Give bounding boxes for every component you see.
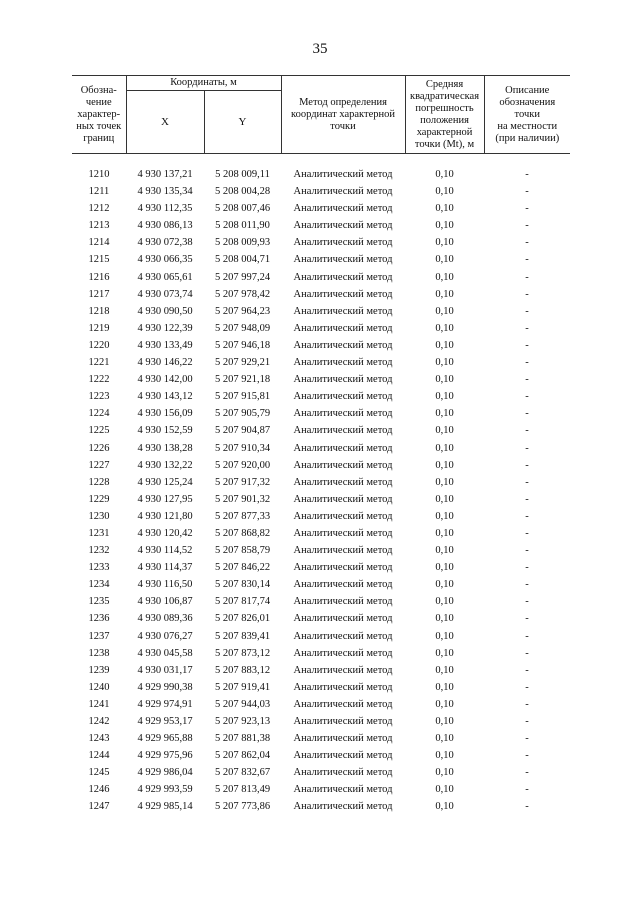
accuracy-cell: 0,10	[435, 186, 454, 198]
method-cell: Аналитический метод	[293, 801, 393, 813]
accuracy-cell: 0,10	[435, 305, 454, 317]
header-method: Метод определения координат характерной точки	[281, 76, 405, 154]
description-cell: -	[525, 459, 529, 471]
accuracy-cell: 0,10	[435, 716, 454, 727]
coord-x-cell: 4 930 112,35	[137, 203, 193, 215]
description-cell: -	[525, 169, 529, 180]
coord-x-cell: 4 930 143,12	[137, 391, 193, 403]
table-row	[72, 610, 570, 627]
method-cell: Аналитический метод	[293, 339, 393, 351]
accuracy-cell: 0,10	[435, 527, 454, 539]
description-cell: -	[525, 698, 529, 710]
method-cell: Аналитический метод	[293, 305, 393, 317]
accuracy-cell: 0,10	[435, 596, 454, 608]
method-cell: Аналитический метод	[293, 288, 393, 300]
table-row	[72, 234, 570, 251]
description-cell: -	[525, 630, 529, 642]
point-id-cell: 1230	[88, 510, 110, 522]
method-cell: Аналитический метод	[293, 425, 393, 437]
coord-y-cell: 5 207 905,79	[214, 408, 271, 420]
table-row	[72, 662, 570, 679]
method-cell: Аналитический метод	[293, 271, 393, 283]
coord-y-cell: 5 207 868,82	[214, 527, 271, 539]
description-cell: -	[525, 288, 529, 300]
description-cell: -	[525, 510, 529, 522]
method-cell: Аналитический метод	[293, 322, 393, 334]
point-id-cell: 1237	[88, 630, 110, 642]
point-id-cell: 1210	[88, 169, 110, 180]
table-row	[72, 320, 570, 337]
coord-x-cell: 4 930 122,39	[137, 322, 193, 334]
point-id-cell: 1247	[88, 801, 110, 813]
coord-y-cell: 5 207 923,13	[214, 716, 271, 727]
point-id-cell: 1239	[88, 664, 110, 676]
accuracy-cell: 0,10	[435, 767, 454, 779]
method-cell: Аналитический метод	[293, 630, 393, 642]
description-cell: -	[525, 716, 529, 727]
accuracy-cell: 0,10	[435, 322, 454, 334]
description-cell: -	[525, 613, 529, 625]
accuracy-cell: 0,10	[435, 801, 454, 813]
page-number: 35	[312, 41, 328, 57]
accuracy-cell: 0,10	[435, 408, 454, 420]
description-cell: -	[525, 784, 529, 796]
method-cell: Аналитический метод	[293, 562, 393, 574]
method-cell: Аналитический метод	[293, 357, 393, 369]
header-point-designation: Обозна- чение характер- ных точек границ	[72, 76, 126, 154]
coord-y-cell: 5 207 901,32	[214, 493, 271, 505]
coord-y-cell: 5 207 862,04	[214, 750, 271, 762]
description-cell: -	[525, 203, 529, 215]
coord-y-cell: 5 207 883,12	[214, 664, 271, 676]
table-row	[72, 405, 570, 422]
method-cell: Аналитический метод	[293, 169, 393, 180]
accuracy-cell: 0,10	[435, 750, 454, 762]
table-row	[72, 354, 570, 371]
method-cell: Аналитический метод	[293, 716, 393, 727]
coord-x-cell: 4 929 974,91	[137, 698, 193, 710]
table-row	[72, 559, 570, 576]
coord-y-cell: 5 207 813,49	[214, 784, 271, 796]
accuracy-cell: 0,10	[435, 203, 454, 215]
description-cell: -	[525, 374, 529, 386]
coord-x-cell: 4 930 146,22	[137, 357, 193, 369]
point-id-cell: 1225	[88, 425, 110, 437]
coord-y-cell: 5 207 917,32	[214, 476, 271, 488]
accuracy-cell: 0,10	[435, 510, 454, 522]
method-cell: Аналитический метод	[293, 254, 393, 266]
accuracy-cell: 0,10	[435, 545, 454, 557]
coord-x-cell: 4 930 137,21	[137, 169, 193, 180]
table-row	[72, 730, 570, 747]
table-row	[72, 542, 570, 559]
method-cell: Аналитический метод	[293, 476, 393, 488]
description-cell: -	[525, 545, 529, 557]
table-row	[72, 183, 570, 200]
accuracy-cell: 0,10	[435, 254, 454, 266]
description-cell: -	[525, 801, 529, 813]
table-header	[72, 75, 570, 154]
method-cell: Аналитический метод	[293, 579, 393, 591]
table-row	[72, 269, 570, 286]
table-row	[72, 251, 570, 268]
coord-y-cell: 5 207 948,09	[214, 322, 271, 334]
description-cell: -	[525, 527, 529, 539]
description-cell: -	[525, 408, 529, 420]
description-cell: -	[525, 647, 529, 659]
table-row	[72, 645, 570, 662]
method-cell: Аналитический метод	[293, 681, 393, 693]
point-id-cell: 1211	[88, 186, 110, 198]
method-cell: Аналитический метод	[293, 647, 393, 659]
table-row	[72, 508, 570, 525]
coord-y-cell: 5 207 877,33	[214, 510, 271, 522]
method-cell: Аналитический метод	[293, 664, 393, 676]
point-id-cell: 1224	[88, 408, 110, 420]
table-row	[72, 593, 570, 610]
description-cell: -	[525, 733, 529, 745]
accuracy-cell: 0,10	[435, 169, 454, 180]
coord-x-cell: 4 929 990,38	[137, 681, 193, 693]
point-id-cell: 1242	[88, 716, 110, 727]
accuracy-cell: 0,10	[435, 562, 454, 574]
point-id-cell: 1223	[88, 391, 110, 403]
method-cell: Аналитический метод	[293, 698, 393, 710]
description-cell: -	[525, 562, 529, 574]
table-row	[72, 371, 570, 388]
point-id-cell: 1235	[88, 596, 110, 608]
accuracy-cell: 0,10	[435, 476, 454, 488]
method-cell: Аналитический метод	[293, 186, 393, 198]
header-y: Y	[204, 91, 281, 154]
accuracy-cell: 0,10	[435, 784, 454, 796]
point-id-cell: 1240	[88, 681, 110, 693]
method-cell: Аналитический метод	[293, 408, 393, 420]
coord-x-cell: 4 929 985,14	[137, 801, 193, 813]
coord-x-cell: 4 930 114,37	[137, 562, 193, 574]
coord-y-cell: 5 207 858,79	[214, 545, 271, 557]
table-row	[72, 525, 570, 542]
accuracy-cell: 0,10	[435, 630, 454, 642]
coord-x-cell: 4 930 072,38	[137, 237, 193, 249]
coord-x-cell: 4 929 993,59	[137, 784, 193, 796]
method-cell: Аналитический метод	[293, 442, 393, 454]
table-row	[72, 337, 570, 354]
method-cell: Аналитический метод	[293, 784, 393, 796]
coord-y-cell: 5 207 944,03	[214, 698, 271, 710]
table-row	[72, 747, 570, 764]
description-cell: -	[525, 237, 529, 249]
coord-y-cell: 5 207 839,41	[214, 630, 271, 642]
table-row	[72, 303, 570, 320]
accuracy-cell: 0,10	[435, 391, 454, 403]
coord-y-cell: 5 207 915,81	[214, 391, 271, 403]
coord-x-cell: 4 930 125,24	[137, 476, 193, 488]
point-id-cell: 1215	[88, 254, 110, 266]
accuracy-cell: 0,10	[435, 664, 454, 676]
method-cell: Аналитический метод	[293, 459, 393, 471]
description-cell: -	[525, 357, 529, 369]
table-row	[72, 679, 570, 696]
method-cell: Аналитический метод	[293, 493, 393, 505]
description-cell: -	[525, 322, 529, 334]
point-id-cell: 1218	[88, 305, 110, 317]
coord-y-cell: 5 207 964,23	[214, 305, 271, 317]
coord-y-cell: 5 207 832,67	[214, 767, 271, 779]
description-cell: -	[525, 476, 529, 488]
accuracy-cell: 0,10	[435, 698, 454, 710]
description-cell: -	[525, 254, 529, 266]
coord-x-cell: 4 929 965,88	[137, 733, 193, 745]
coord-x-cell: 4 930 135,34	[137, 186, 193, 198]
accuracy-cell: 0,10	[435, 442, 454, 454]
point-id-cell: 1246	[88, 784, 110, 796]
point-id-cell: 1232	[88, 545, 110, 557]
accuracy-cell: 0,10	[435, 579, 454, 591]
coord-x-cell: 4 930 138,28	[137, 442, 193, 454]
point-id-cell: 1219	[88, 322, 110, 334]
coord-y-cell: 5 207 978,42	[214, 288, 271, 300]
table-row	[72, 798, 570, 815]
coord-y-cell: 5 207 873,12	[214, 647, 271, 659]
point-id-cell: 1212	[88, 203, 110, 215]
table-body	[72, 166, 570, 816]
coord-x-cell: 4 930 045,58	[137, 647, 193, 659]
coord-y-cell: 5 208 011,90	[215, 220, 270, 232]
header-description: Описание обозначения точки на местности (при наличии)	[484, 76, 570, 154]
method-cell: Аналитический метод	[293, 237, 393, 249]
description-cell: -	[525, 767, 529, 779]
coord-y-cell: 5 207 910,34	[214, 442, 271, 454]
point-id-cell: 1243	[88, 733, 110, 745]
table-row	[72, 200, 570, 217]
point-id-cell: 1214	[88, 237, 110, 249]
coord-x-cell: 4 930 076,27	[137, 630, 193, 642]
coord-x-cell: 4 930 121,80	[137, 510, 193, 522]
point-id-cell: 1217	[88, 288, 110, 300]
method-cell: Аналитический метод	[293, 203, 393, 215]
coord-y-cell: 5 207 920,00	[214, 459, 271, 471]
accuracy-cell: 0,10	[435, 681, 454, 693]
point-id-cell: 1213	[88, 220, 110, 232]
header-accuracy: Средняя квадратическая погрешность положения характерной точки (Mt), м	[405, 76, 484, 154]
coord-x-cell: 4 930 031,17	[137, 664, 193, 676]
accuracy-cell: 0,10	[435, 271, 454, 283]
point-id-cell: 1227	[88, 459, 110, 471]
table-row	[72, 474, 570, 491]
point-id-cell: 1229	[88, 493, 110, 505]
coord-y-cell: 5 208 009,11	[215, 169, 270, 180]
point-id-cell: 1220	[88, 339, 110, 351]
description-cell: -	[525, 442, 529, 454]
method-cell: Аналитический метод	[293, 510, 393, 522]
coord-x-cell: 4 930 090,50	[137, 305, 193, 317]
method-cell: Аналитический метод	[293, 596, 393, 608]
point-id-cell: 1221	[88, 357, 110, 369]
table-row	[72, 628, 570, 645]
accuracy-cell: 0,10	[435, 733, 454, 745]
point-id-cell: 1222	[88, 374, 110, 386]
table-row	[72, 576, 570, 593]
coord-x-cell: 4 930 127,95	[137, 493, 193, 505]
coord-x-cell: 4 930 120,42	[137, 527, 193, 539]
accuracy-cell: 0,10	[435, 493, 454, 505]
coord-y-cell: 5 207 921,18	[214, 374, 271, 386]
coord-x-cell: 4 930 089,36	[137, 613, 193, 625]
accuracy-cell: 0,10	[435, 613, 454, 625]
table-row	[72, 217, 570, 234]
coord-x-cell: 4 930 086,13	[137, 220, 193, 232]
coord-x-cell: 4 930 116,50	[137, 579, 193, 591]
point-id-cell: 1233	[88, 562, 110, 574]
coord-x-cell: 4 930 132,22	[137, 459, 193, 471]
coord-x-cell: 4 929 975,96	[137, 750, 193, 762]
table-row	[72, 457, 570, 474]
description-cell: -	[525, 681, 529, 693]
table-row	[72, 781, 570, 798]
description-cell: -	[525, 271, 529, 283]
coord-y-cell: 5 207 881,38	[214, 733, 271, 745]
description-cell: -	[525, 186, 529, 198]
accuracy-cell: 0,10	[435, 220, 454, 232]
description-cell: -	[525, 596, 529, 608]
coord-y-cell: 5 207 826,01	[214, 613, 271, 625]
point-id-cell: 1226	[88, 442, 110, 454]
coord-y-cell: 5 208 004,71	[214, 254, 271, 266]
description-cell: -	[525, 425, 529, 437]
point-id-cell: 1228	[88, 476, 110, 488]
accuracy-cell: 0,10	[435, 459, 454, 471]
coord-y-cell: 5 208 004,28	[214, 186, 271, 198]
coord-x-cell: 4 929 986,04	[137, 767, 193, 779]
coord-x-cell: 4 930 106,87	[137, 596, 193, 608]
accuracy-cell: 0,10	[435, 357, 454, 369]
description-cell: -	[525, 579, 529, 591]
description-cell: -	[525, 305, 529, 317]
method-cell: Аналитический метод	[293, 220, 393, 232]
point-id-cell: 1245	[88, 767, 110, 779]
coord-y-cell: 5 207 929,21	[214, 357, 271, 369]
coord-x-cell: 4 930 133,49	[137, 339, 193, 351]
coord-y-cell: 5 208 007,46	[214, 203, 271, 215]
method-cell: Аналитический метод	[293, 733, 393, 745]
point-id-cell: 1234	[88, 579, 110, 591]
description-cell: -	[525, 664, 529, 676]
table-row	[72, 491, 570, 508]
header-x: X	[126, 91, 204, 154]
method-cell: Аналитический метод	[293, 374, 393, 386]
method-cell: Аналитический метод	[293, 750, 393, 762]
header-coordinates: Координаты, м	[126, 76, 281, 91]
coord-y-cell: 5 207 830,14	[214, 579, 271, 591]
coord-y-cell: 5 207 904,87	[214, 425, 271, 437]
table-row	[72, 422, 570, 439]
description-cell: -	[525, 391, 529, 403]
coord-x-cell: 4 930 066,35	[137, 254, 193, 266]
point-id-cell: 1244	[88, 750, 110, 762]
coord-x-cell: 4 930 156,09	[137, 408, 193, 420]
description-cell: -	[525, 339, 529, 351]
coord-x-cell: 4 930 114,52	[137, 545, 193, 557]
method-cell: Аналитический метод	[293, 527, 393, 539]
description-cell: -	[525, 750, 529, 762]
accuracy-cell: 0,10	[435, 425, 454, 437]
coord-x-cell: 4 930 152,59	[137, 425, 193, 437]
table-row	[72, 388, 570, 405]
coord-y-cell: 5 207 997,24	[214, 271, 271, 283]
coord-y-cell: 5 207 919,41	[214, 681, 271, 693]
method-cell: Аналитический метод	[293, 391, 393, 403]
accuracy-cell: 0,10	[435, 647, 454, 659]
coord-y-cell: 5 207 773,86	[214, 801, 271, 813]
coord-y-cell: 5 208 009,93	[214, 237, 271, 249]
table-row	[72, 713, 570, 730]
table-row	[72, 166, 570, 183]
description-cell: -	[525, 493, 529, 505]
point-id-cell: 1231	[88, 527, 110, 539]
point-id-cell: 1238	[88, 647, 110, 659]
coord-y-cell: 5 207 846,22	[214, 562, 271, 574]
coord-x-cell: 4 930 073,74	[137, 288, 193, 300]
method-cell: Аналитический метод	[293, 767, 393, 779]
point-id-cell: 1241	[88, 698, 110, 710]
table-row	[72, 440, 570, 457]
coord-y-cell: 5 207 946,18	[214, 339, 271, 351]
coord-x-cell: 4 930 065,61	[137, 271, 193, 283]
accuracy-cell: 0,10	[435, 288, 454, 300]
description-cell: -	[525, 220, 529, 232]
table-row	[72, 696, 570, 713]
coord-y-cell: 5 207 817,74	[214, 596, 271, 608]
coord-x-cell: 4 930 142,00	[137, 374, 193, 386]
method-cell: Аналитический метод	[293, 545, 393, 557]
coord-x-cell: 4 929 953,17	[137, 716, 193, 727]
accuracy-cell: 0,10	[435, 339, 454, 351]
table-row	[72, 286, 570, 303]
accuracy-cell: 0,10	[435, 374, 454, 386]
point-id-cell: 1216	[88, 271, 110, 283]
point-id-cell: 1236	[88, 613, 110, 625]
table-row	[72, 764, 570, 781]
accuracy-cell: 0,10	[435, 237, 454, 249]
method-cell: Аналитический метод	[293, 613, 393, 625]
